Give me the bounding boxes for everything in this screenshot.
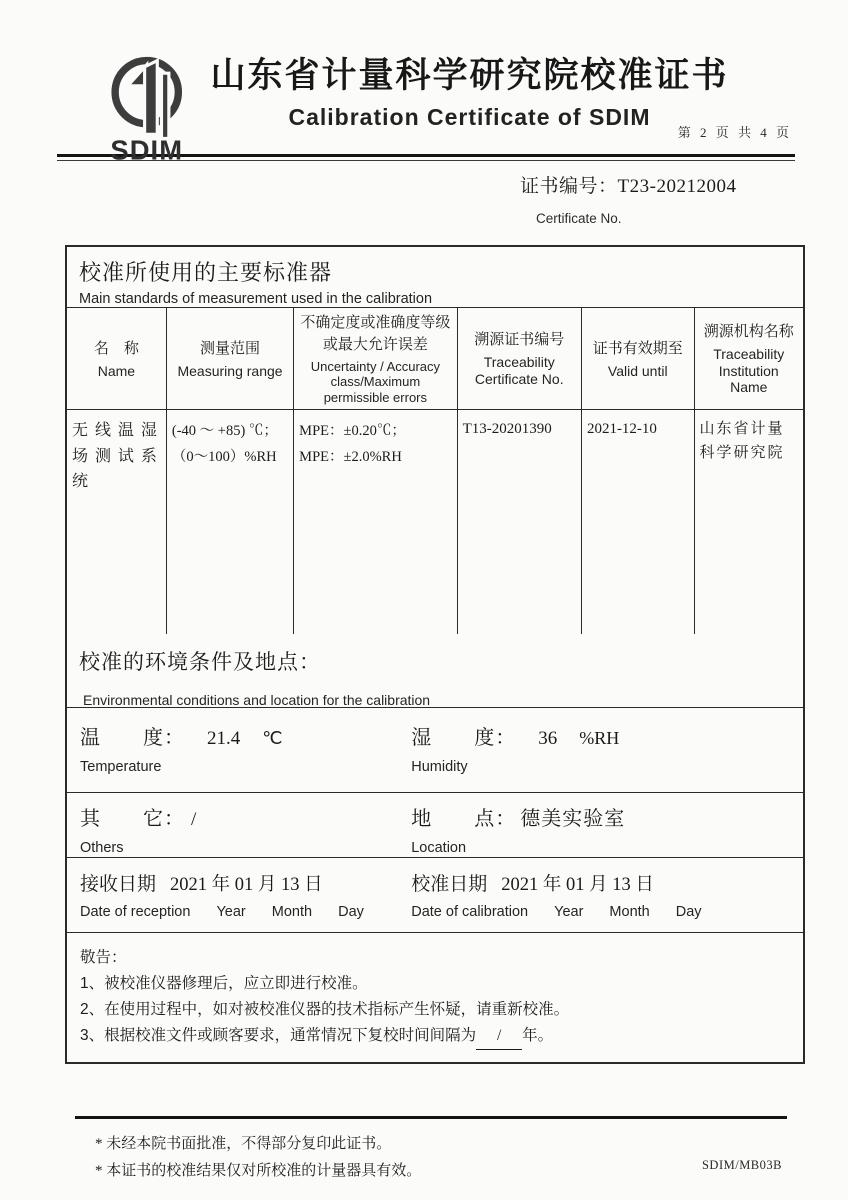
- environment-title-en: Environmental conditions and location for the calibration: [83, 691, 431, 708]
- temperature-label-cn: 温 度：: [80, 726, 185, 749]
- others-value: /: [191, 808, 197, 830]
- temperature-field: [67, 708, 409, 792]
- notice-item-3-blank: /: [476, 1023, 522, 1050]
- calibration-date-field: [409, 858, 803, 932]
- standards-title-en: Main standards of measurement used in the calibration: [79, 291, 433, 307]
- notice-item-1: 1、被校准仪器修理后，应立即进行校准。: [80, 974, 368, 992]
- reception-units-en: Year Month Day: [216, 903, 364, 920]
- footer-note-1: * 未经本院书面批准，不得部分复印此证书。: [95, 1135, 392, 1152]
- cell-valid-until: 2021-12-10: [581, 410, 694, 634]
- standards-table: [67, 308, 803, 634]
- calibration-units-en: Year Month Day: [554, 903, 702, 920]
- reception-date-field: [67, 858, 409, 932]
- standards-title-cn: 校准所使用的主要标准器: [79, 260, 333, 285]
- others-label-en: Others: [80, 839, 124, 856]
- page-title-cn: 山东省计量科学研究院校准证书: [210, 56, 729, 95]
- temperature-value: 21.4: [207, 727, 241, 749]
- cell-mpe: MPE：±0.20℃； MPE：±2.0%RH: [294, 410, 457, 634]
- notice-item-3: [80, 1023, 791, 1050]
- sdim-logo-icon: [98, 50, 206, 173]
- environment-title-cn: 校准的环境条件及地点：: [79, 650, 321, 674]
- humidity-label-cn: 湿 度：: [411, 726, 517, 749]
- others-label-cn: 其 它：: [80, 807, 185, 830]
- others-field: [67, 793, 409, 857]
- humidity-value: 36: [538, 727, 558, 749]
- standards-section-title: [67, 247, 803, 308]
- certificate-number-label-cn: 证书编号：: [520, 176, 618, 197]
- temp-humidity-row: [67, 707, 803, 792]
- temperature-unit: ℃: [262, 727, 283, 748]
- location-label-cn: 地 点：: [411, 807, 517, 830]
- humidity-field: [409, 708, 803, 792]
- main-content-box: [65, 245, 805, 1064]
- calibration-label-cn: 校准日期: [411, 873, 488, 895]
- humidity-label-en: Humidity: [411, 758, 468, 775]
- certificate-number-block: [520, 171, 848, 226]
- col-header-institution: 溯源机构名称 Traceability Institution Name: [694, 308, 803, 410]
- page-title-en: Calibration Certificate of SDIM: [288, 104, 651, 130]
- location-value: 德美实验室: [520, 807, 626, 830]
- humidity-unit: %RH: [579, 727, 620, 748]
- logo-text: SDIM: [110, 134, 184, 166]
- reception-date-value: 2021 年 01 月 13 日: [170, 874, 323, 895]
- reception-label-cn: 接收日期: [80, 873, 157, 895]
- sdim-logo-graphic: [98, 50, 206, 168]
- col-header-trace-no: 溯源证书编号 Traceability Certificate No.: [457, 308, 581, 410]
- notice-title: 敬告：: [80, 948, 127, 966]
- notice-section: [67, 932, 803, 1062]
- notice-item-3-suffix: 年。: [522, 1026, 554, 1044]
- notice-item-3-prefix: 3、根据校准文件或顾客要求，通常情况下复校时间间隔为: [80, 1026, 477, 1044]
- certificate-number-value: T23-20212004: [617, 176, 737, 197]
- col-header-range: 测量范围 Measuring range: [166, 308, 293, 410]
- cell-name: 无线温湿场测试系统: [67, 410, 166, 634]
- title-block: [206, 48, 793, 131]
- table-header-row: [67, 308, 803, 410]
- footer-divider: [75, 1116, 787, 1119]
- notice-item-2: 2、在使用过程中，如对被校准仪器的技术指标产生怀疑，请重新校准。: [80, 1000, 570, 1018]
- environment-section-title: [67, 634, 803, 707]
- temperature-label-en: Temperature: [80, 758, 162, 775]
- col-header-uncertainty: 不确定度或准确度等级或最大允许误差 Uncertainty / Accuracy class/Maximum permissible errors: [294, 308, 457, 410]
- others-location-row: [67, 792, 803, 857]
- calibration-label-en: Date of calibration: [411, 903, 529, 920]
- header: [0, 0, 848, 166]
- cell-trace-no: T13-20201390: [457, 410, 581, 634]
- col-header-valid-until: 证书有效期至 Valid until: [581, 308, 694, 410]
- footer-note-2: * 本证书的校准结果仅对所校准的计量器具有效。: [95, 1162, 422, 1179]
- certificate-number-label-en: Certificate No.: [536, 211, 622, 226]
- page-number: 第 2 页 共 4 页: [677, 125, 792, 140]
- dates-row: [67, 857, 803, 932]
- col-header-name: 名 称 Name: [67, 308, 166, 410]
- location-field: [409, 793, 803, 857]
- table-row: [67, 410, 803, 634]
- location-label-en: Location: [411, 839, 467, 856]
- reception-label-en: Date of reception: [80, 903, 191, 920]
- form-number: SDIM/MB03B: [701, 1158, 782, 1172]
- cell-range: (-40 ～ +85) ℃； （0～100）%RH: [166, 410, 293, 634]
- certificate-number: [520, 171, 848, 198]
- calibration-date-value: 2021 年 01 月 13 日: [501, 874, 654, 895]
- cell-institution: 山东省计量科学研究院: [694, 410, 803, 634]
